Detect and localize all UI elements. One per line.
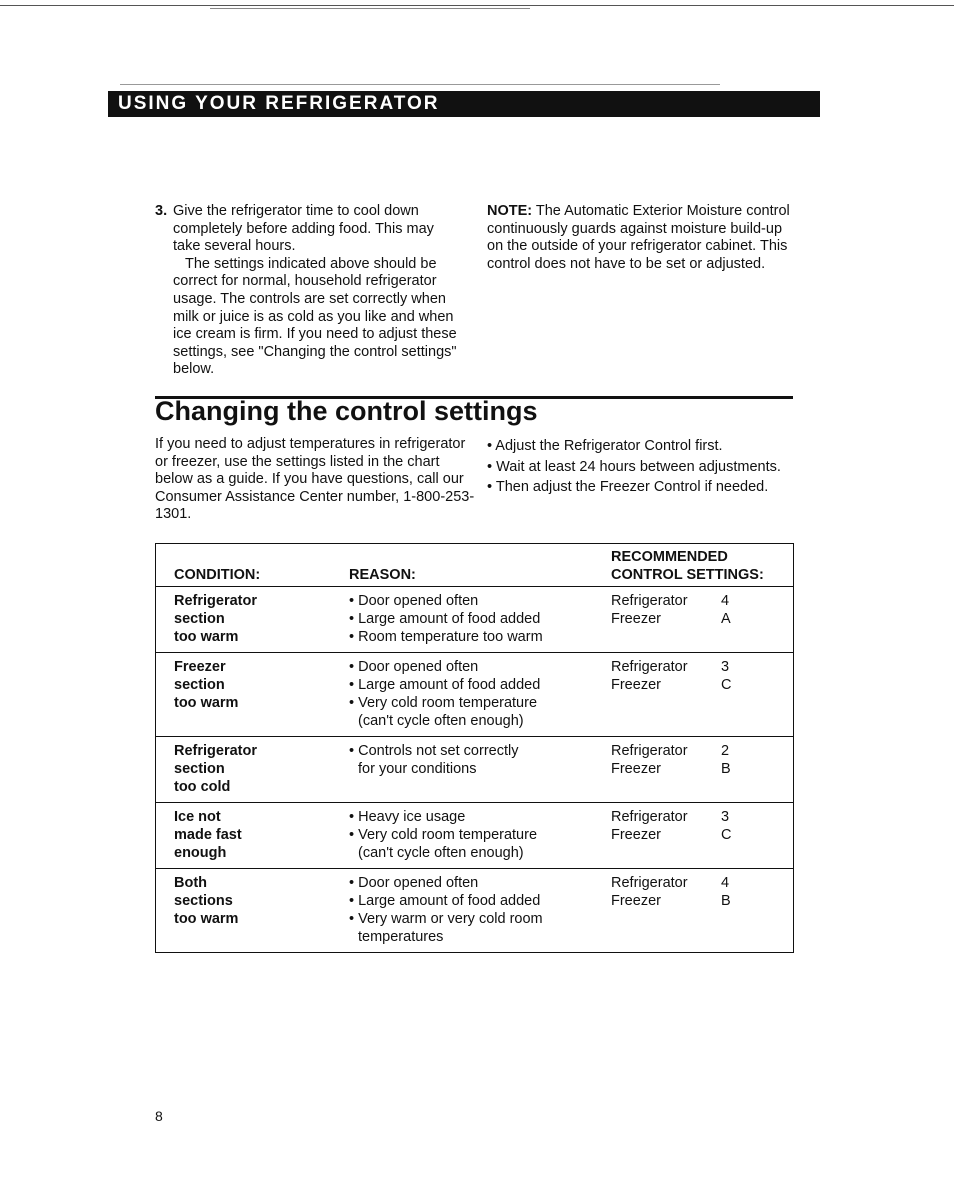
header-reason: REASON:: [349, 567, 416, 583]
freezer-setting: [611, 826, 793, 844]
table-row: [156, 803, 794, 869]
setting-label: Refrigerator: [611, 593, 688, 609]
reason-line: • Door opened often: [349, 875, 479, 891]
step-3-text: Give the refrigerator time to cool down completely before adding food. This may take several hours.: [173, 203, 434, 255]
step-3-paragraph: [155, 203, 465, 256]
setting-value: A: [721, 611, 731, 627]
note-paragraph: [487, 203, 797, 273]
top-rule-secondary: [210, 8, 530, 9]
refrigerator-setting: [611, 742, 793, 760]
condition-line: sections: [174, 893, 233, 909]
setting-value: 4: [721, 875, 730, 891]
reason-line: • Large amount of food added: [349, 677, 541, 693]
step-3-paragraph-2: [155, 256, 465, 379]
banner-top-rule: [120, 84, 720, 85]
freezer-setting: [611, 610, 793, 628]
settings-cell: [611, 803, 794, 869]
freezer-setting: [611, 676, 793, 694]
condition-line: enough: [174, 845, 227, 861]
condition-line: Ice not: [174, 809, 221, 825]
reason-line: • Door opened often: [349, 593, 479, 609]
condition-line: section: [174, 677, 225, 693]
setting-label: Refrigerator: [611, 809, 688, 825]
table-row: [156, 869, 794, 953]
freezer-setting: [611, 760, 793, 778]
setting-value: 4: [721, 593, 730, 609]
reason-line: for your conditions: [358, 761, 477, 777]
condition-line: too warm: [174, 629, 239, 645]
header-settings-line-2: CONTROL SETTINGS:: [611, 567, 764, 583]
top-rule: [0, 5, 954, 6]
setting-label: Refrigerator: [611, 743, 688, 759]
table-row: [156, 587, 794, 653]
table-body: [156, 587, 794, 953]
condition-cell: [156, 803, 350, 869]
section-banner: USING YOUR REFRIGERATOR: [108, 91, 820, 117]
setting-label: Freezer: [611, 611, 661, 627]
header-condition: CONDITION:: [174, 567, 261, 583]
settings-cell: [611, 587, 794, 653]
note-column: [487, 203, 797, 273]
reason-line: • Large amount of food added: [349, 611, 541, 627]
refrigerator-setting: [611, 808, 793, 826]
section-title: Changing the control settings: [155, 396, 538, 426]
header-settings: [611, 544, 794, 587]
condition-cell: [156, 653, 350, 737]
bullet-item: • Then adjust the Freezer Control if needed.: [487, 479, 769, 495]
settings-cell: [611, 653, 794, 737]
reason-line: • Very warm or very cold room: [349, 911, 543, 927]
reason-cell: [349, 587, 611, 653]
reason-line: • Heavy ice usage: [349, 809, 466, 825]
setting-value: 3: [721, 809, 730, 825]
section-intro: If you need to adjust temperatures in refrigerator or freezer, use the settings listed in the chart below as a guide. If you have questions, call our Consumer Assistance Center number, 1-800-253-1301.: [155, 436, 475, 523]
step-3-para2-text: The settings indicated above should be correct for normal, household refrigerator usage. The controls are set correctly when milk or juice is as cold as you like and when ice cream is firm. If you need to adjust these settings, see "Changing the control settings" below.: [173, 255, 457, 378]
table-header-row: [156, 544, 794, 587]
settings-cell: [611, 737, 794, 803]
setting-value: C: [721, 827, 732, 843]
step-number: 3.: [155, 203, 168, 219]
condition-line: too warm: [174, 695, 239, 711]
setting-value: 2: [721, 743, 730, 759]
setting-label: Freezer: [611, 761, 661, 777]
setting-label: Freezer: [611, 677, 661, 693]
condition-line: too cold: [174, 779, 231, 795]
refrigerator-setting: [611, 658, 793, 676]
reason-cell: [349, 869, 611, 953]
section-bullets: [487, 436, 817, 498]
reason-line: • Room temperature too warm: [349, 629, 543, 645]
reason-cell: [349, 737, 611, 803]
condition-line: section: [174, 611, 225, 627]
setting-value: B: [721, 893, 731, 909]
setting-value: C: [721, 677, 732, 693]
reason-line: • Very cold room temperature: [349, 827, 538, 843]
setting-label: Freezer: [611, 827, 661, 843]
refrigerator-setting: [611, 592, 793, 610]
reason-line: (can't cycle often enough): [358, 845, 524, 861]
reason-line: temperatures: [358, 929, 444, 945]
settings-cell: [611, 869, 794, 953]
condition-line: Refrigerator: [174, 593, 257, 609]
table-row: [156, 737, 794, 803]
setting-label: Refrigerator: [611, 659, 688, 675]
condition-line: Both: [174, 875, 208, 891]
refrigerator-setting: [611, 874, 793, 892]
note-label: NOTE:: [487, 203, 533, 219]
reason-line: • Controls not set correctly: [349, 743, 519, 759]
setting-value: 3: [721, 659, 730, 675]
setting-label: Refrigerator: [611, 875, 688, 891]
setting-value: B: [721, 761, 731, 777]
reason-cell: [349, 803, 611, 869]
note-text: The Automatic Exterior Moisture control continuously guards against moisture build-up on the outside of your refrigerator cabinet. This control does not have to be set or adjusted.: [487, 203, 790, 272]
bullet-item: • Adjust the Refrigerator Control first.: [487, 438, 723, 454]
reason-line: (can't cycle often enough): [358, 713, 524, 729]
page-number: 8: [155, 1108, 163, 1124]
reason-line: • Very cold room temperature: [349, 695, 538, 711]
condition-cell: [156, 869, 350, 953]
condition-cell: [156, 587, 350, 653]
reason-line: • Large amount of food added: [349, 893, 541, 909]
table-row: [156, 653, 794, 737]
control-settings-table: [155, 543, 794, 953]
condition-cell: [156, 737, 350, 803]
condition-line: Freezer: [174, 659, 226, 675]
bullet-item: • Wait at least 24 hours between adjustments.: [487, 458, 781, 475]
freezer-setting: [611, 892, 793, 910]
step-3-column: [155, 203, 465, 379]
condition-line: Refrigerator: [174, 743, 257, 759]
reason-cell: [349, 653, 611, 737]
condition-line: section: [174, 761, 225, 777]
condition-line: made fast: [174, 827, 242, 843]
condition-line: too warm: [174, 911, 239, 927]
reason-line: • Door opened often: [349, 659, 479, 675]
setting-label: Freezer: [611, 893, 661, 909]
header-settings-line-1: RECOMMENDED: [611, 549, 728, 565]
